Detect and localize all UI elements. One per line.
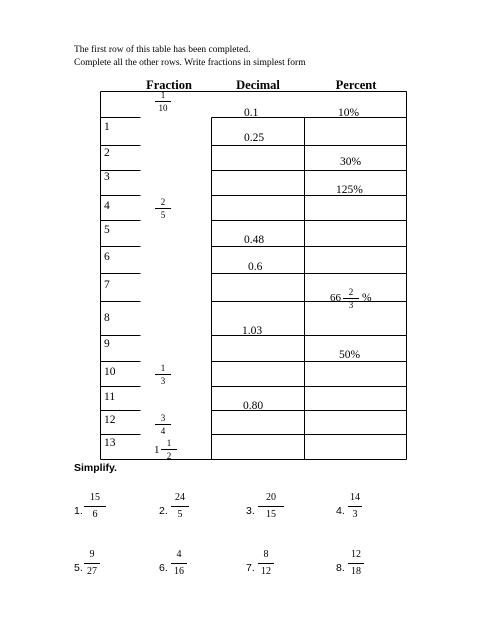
instructions-line-2: Complete all the other rows. Write fractions in simplest form (74, 57, 306, 68)
simplify-heading: Simplify. (74, 462, 117, 474)
row-10-fraction-numerator: 1 (160, 363, 166, 373)
problem-denominator: 16 (174, 566, 184, 577)
problem-denominator: 27 (87, 566, 97, 577)
problem-denominator: 5 (177, 509, 183, 520)
row-number: 11 (104, 391, 116, 403)
problem-label: 1. (74, 505, 83, 517)
row-13-fraction (161, 438, 177, 461)
row-7-percent-sign: % (362, 292, 372, 304)
row-4-fraction-denominator: 5 (160, 210, 166, 220)
problem-label: 6. (159, 562, 168, 574)
problem-denominator: 15 (266, 509, 276, 520)
row-4-fraction (155, 197, 171, 220)
example-percent: 10% (338, 107, 360, 119)
row-1-decimal: 0.25 (244, 132, 265, 144)
fraction-bar (171, 563, 187, 564)
problem-label: 3. (246, 505, 255, 517)
fraction-bar (155, 101, 171, 102)
row-13-fraction-whole: 1 (154, 444, 160, 456)
row-9-percent: 50% (339, 349, 361, 361)
header-percent: Percent (335, 78, 377, 92)
fraction-bar (348, 506, 362, 507)
problem-numerator: 15 (90, 492, 100, 503)
problem-label: 5. (74, 562, 83, 574)
problem-label: 8. (336, 562, 345, 574)
row-11-decimal: 0.80 (243, 400, 264, 412)
problem-numerator: 8 (263, 549, 269, 560)
row-number: 7 (104, 279, 110, 291)
problem-denominator: 12 (261, 566, 271, 577)
problem-fraction (348, 549, 364, 578)
row-number: 6 (104, 251, 110, 263)
fraction-bar (84, 506, 106, 507)
row-7-percent-numerator: 2 (348, 287, 354, 297)
problem-fraction (258, 492, 284, 521)
fraction-bar (348, 563, 364, 564)
example-decimal: 0.1 (244, 107, 259, 119)
problem-fraction (171, 492, 189, 521)
row-12-fraction-numerator: 3 (160, 413, 166, 423)
example-fraction (155, 90, 171, 113)
problem-fraction (171, 549, 187, 578)
row-6-decimal: 0.6 (248, 261, 263, 273)
problem-denominator: 6 (92, 509, 98, 520)
row-number: 3 (104, 171, 110, 183)
problem-fraction (84, 492, 106, 521)
fraction-bar (258, 506, 284, 507)
row-13-fraction-numerator: 1 (166, 438, 172, 448)
row-4-fraction-numerator: 2 (160, 197, 166, 207)
problem-label: 2. (159, 505, 168, 517)
fraction-bar (343, 298, 359, 299)
row-8-decimal: 1.03 (242, 325, 263, 337)
row-7-percent-whole: 66 (330, 292, 341, 304)
header-fraction: Fraction (146, 78, 192, 92)
row-5-decimal: 0.48 (244, 234, 265, 246)
example-fraction-denominator: 10 (158, 103, 168, 113)
problem-fraction (258, 549, 274, 578)
problem-denominator: 3 (352, 509, 358, 520)
fraction-bar (155, 208, 171, 209)
row-12-fraction (155, 413, 171, 436)
row-12-fraction-denominator: 4 (160, 426, 166, 436)
row-10-fraction-denominator: 3 (160, 376, 166, 386)
problem-fraction (348, 492, 362, 521)
problem-numerator: 9 (89, 549, 95, 560)
row-3-percent: 125% (336, 184, 363, 196)
example-fraction-numerator: 1 (160, 90, 166, 100)
problem-fraction (84, 549, 100, 578)
fraction-bar (258, 563, 274, 564)
problem-numerator: 24 (175, 492, 185, 503)
row-13-fraction-denominator: 2 (166, 451, 172, 461)
row-number: 9 (104, 338, 110, 350)
fraction-bar (171, 506, 189, 507)
fraction-bar (155, 374, 171, 375)
row-7-percent-fraction (343, 287, 359, 310)
fraction-bar (161, 449, 177, 450)
row-10-fraction (155, 363, 171, 386)
row-number: 10 (104, 366, 116, 378)
problem-numerator: 12 (351, 549, 361, 560)
problem-numerator: 4 (176, 549, 182, 560)
row-number: 8 (104, 312, 110, 324)
fraction-bar (84, 563, 100, 564)
row-number: 5 (104, 224, 110, 236)
problem-numerator: 14 (350, 492, 360, 503)
header-decimal: Decimal (236, 78, 280, 92)
row-7-percent-denominator: 3 (348, 300, 354, 310)
row-number: 12 (104, 414, 116, 426)
problem-label: 4. (336, 505, 345, 517)
problem-numerator: 20 (266, 492, 276, 503)
row-number: 2 (104, 147, 110, 159)
row-number: 4 (104, 200, 110, 212)
problem-label: 7. (246, 562, 255, 574)
row-2-percent: 30% (340, 156, 362, 168)
fraction-bar (155, 424, 171, 425)
row-number: 1 (104, 121, 110, 133)
row-number: 13 (104, 437, 116, 449)
instructions-line-1: The first row of this table has been completed. (74, 45, 251, 55)
problem-denominator: 18 (351, 566, 361, 577)
